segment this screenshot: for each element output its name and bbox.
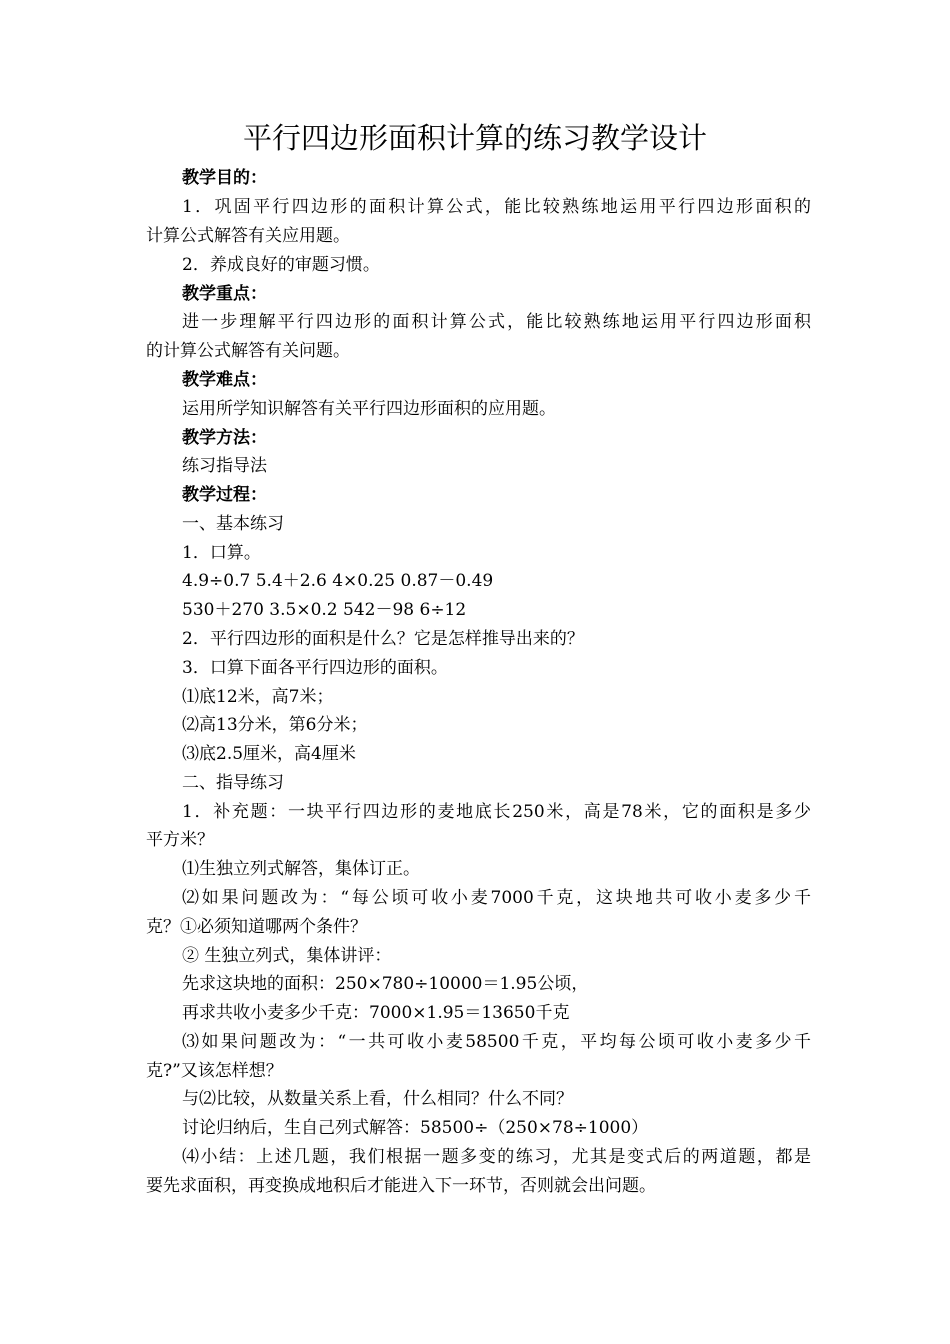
paragraph-line: 克?”又该怎样想？ xyxy=(146,1061,283,1081)
paragraph-line: 的计算公式解答有关问题。 xyxy=(146,341,350,361)
heading-objectives: 教学目的： xyxy=(182,168,267,188)
heading-key-points: 教学重点： xyxy=(182,284,267,304)
paragraph-line: 3．口算下面各平行四边形的面积。 xyxy=(182,658,448,678)
paragraph-line: ⑴底12米，高7米； xyxy=(182,687,334,707)
heading-process: 教学过程： xyxy=(182,485,267,505)
paragraph-line: ⑵高13分米，第6分米； xyxy=(182,715,368,735)
paragraph-line: 一、基本练习 xyxy=(182,514,284,534)
paragraph-line: 1．补充题：一块平行四边形的麦地底长250米，高是78米，它的面积是多少 xyxy=(182,802,811,822)
paragraph-line: 运用所学知识解答有关平行四边形面积的应用题。 xyxy=(182,399,556,419)
paragraph-line: 先求这块地的面积：250×780÷10000＝1.95公顷， xyxy=(182,974,589,994)
document-title: 平行四边形面积计算的练习教学设计 xyxy=(242,121,707,155)
paragraph-line: 计算公式解答有关应用题。 xyxy=(146,226,350,246)
heading-difficulties: 教学难点： xyxy=(182,370,267,390)
paragraph-line: 克？①必须知道哪两个条件？ xyxy=(146,917,367,937)
paragraph-line: 1．巩固平行四边形的面积计算公式，能比较熟练地运用平行四边形面积的 xyxy=(182,197,811,217)
paragraph-line: ⑴生独立列式解答，集体订正。 xyxy=(182,859,420,879)
paragraph-line: 讨论归纳后，生自己列式解答：58500÷（250×78÷1000） xyxy=(182,1118,649,1138)
paragraph-line: 二、指导练习 xyxy=(182,773,284,793)
paragraph-line: 1．口算。 xyxy=(182,543,261,563)
paragraph-line: 再求共收小麦多少千克：7000×1.95＝13650千克 xyxy=(182,1003,570,1023)
paragraph-line: 要先求面积，再变换成地积后才能进入下一环节，否则就会出问题。 xyxy=(146,1176,656,1196)
paragraph-line: 2．养成良好的审题习惯。 xyxy=(182,255,380,275)
paragraph-line: 与⑵比较，从数量关系上看，什么相同？什么不同？ xyxy=(182,1089,573,1109)
paragraph-line: 2．平行四边形的面积是什么？它是怎样推导出来的？ xyxy=(182,629,584,649)
paragraph-line: ⑶底2.5厘米，高4厘米 xyxy=(182,744,356,764)
heading-methods: 教学方法： xyxy=(182,428,267,448)
paragraph-line: ⑶如果问题改为：“一共可收小麦58500千克，平均每公顷可收小麦多少千 xyxy=(182,1032,811,1052)
paragraph-line: ⑵如果问题改为：“每公顷可收小麦7000千克，这块地共可收小麦多少千 xyxy=(182,888,811,908)
paragraph-line: 练习指导法 xyxy=(182,456,267,476)
paragraph-line: 530＋270 3.5×0.2 542－98 6÷12 xyxy=(182,600,467,620)
paragraph-line: ⑷小结：上述几题，我们根据一题多变的练习，尤其是变式后的两道题，都是 xyxy=(182,1147,811,1167)
paragraph-line: 平方米？ xyxy=(146,830,214,850)
paragraph-line: 4.9÷0.7 5.4＋2.6 4×0.25 0.87－0.49 xyxy=(182,571,494,591)
paragraph-line: 进一步理解平行四边形的面积计算公式，能比较熟练地运用平行四边形面积 xyxy=(182,312,811,332)
paragraph-line: ② 生独立列式，集体讲评： xyxy=(182,946,392,966)
